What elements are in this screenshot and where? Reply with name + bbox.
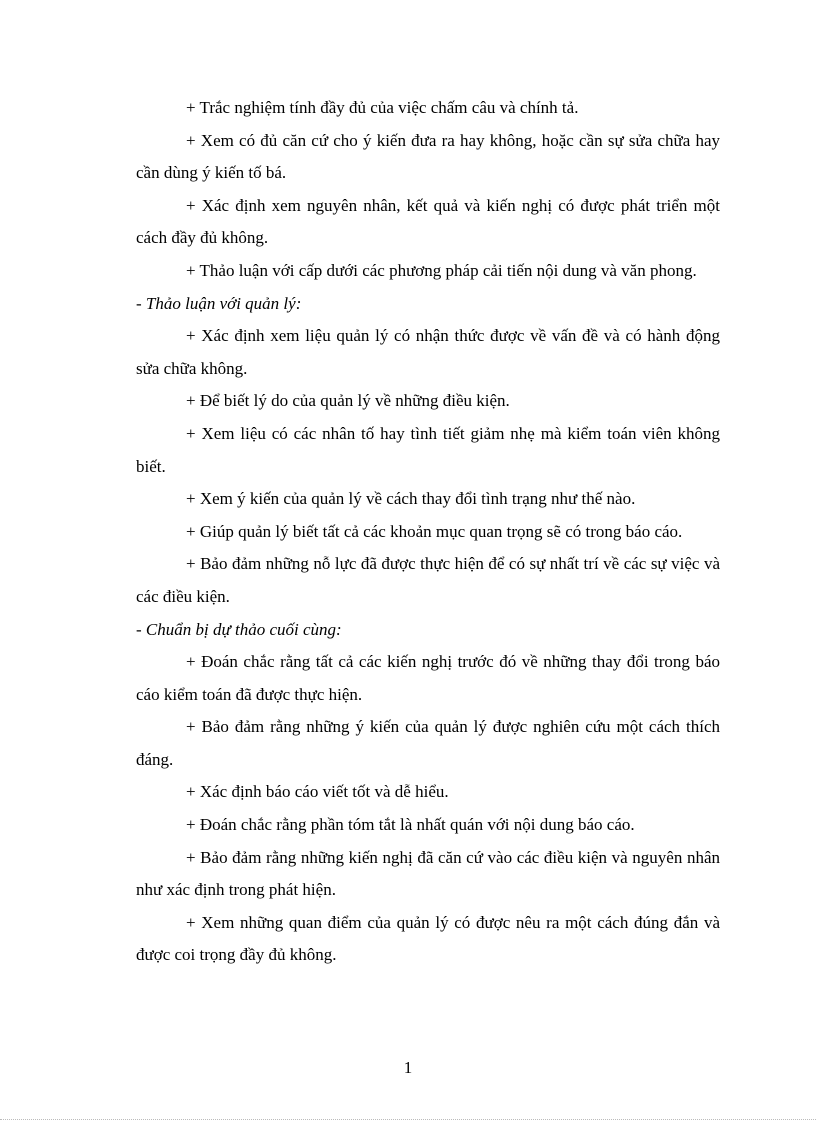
list-item: + Xác định báo cáo viết tốt và dễ hiểu. — [186, 782, 449, 802]
page-number: 1 — [403, 1058, 413, 1077]
list-item: + Bảo đảm rằng những kiến nghị đã căn cứ vào các điều kiện và nguyên nhân như xác định trong phát hiện. — [136, 847, 720, 900]
list-item: + Xem liệu có các nhân tố hay tình tiết giảm nhẹ mà kiểm toán viên không biết. — [136, 423, 720, 476]
list-item: + Xác định xem liệu quản lý có nhận thức được về vấn đề và có hành động sửa chữa không. — [136, 326, 720, 378]
list-item: + Trắc nghiệm tính đầy đủ của việc chấm câu và chính tả. — [186, 98, 579, 117]
list-item: + Đoán chắc rằng tất cả các kiến nghị trước đó về những thay đổi trong báo cáo kiểm toán đã được thực hiện. — [136, 652, 720, 704]
page-bottom-divider — [0, 1119, 816, 1120]
list-item: + Xem những quan điểm của quản lý có được nêu ra một cách đúng đắn và được coi trọng đầy đủ không. — [136, 912, 720, 965]
list-item: + Bảo đảm những nỗ lực đã được thực hiện để có sự nhất trí về các sự việc và các điều kiện. — [136, 554, 720, 606]
list-item: + Đoán chắc rằng phần tóm tắt là nhất quán với nội dung báo cáo. — [186, 815, 635, 835]
section-heading-final-draft: - Chuẩn bị dự thảo cuối cùng: — [136, 619, 342, 639]
document-body — [136, 92, 720, 972]
list-item: + Thảo luận với cấp dưới các phương pháp cải tiến nội dung và văn phong. — [186, 260, 697, 280]
list-item: + Giúp quản lý biết tất cả các khoản mục quan trọng sẽ có trong báo cáo. — [186, 521, 683, 541]
list-item: + Xác định xem nguyên nhân, kết quả và kiến nghị có được phát triển một cách đầy đủ không. — [136, 195, 720, 248]
list-item: + Xem có đủ căn cứ cho ý kiến đưa ra hay không, hoặc cần sự sửa chữa hay cần dùng ý kiến tố bá. — [136, 130, 720, 183]
list-item: + Để biết lý do của quản lý về những điều kiện. — [186, 391, 510, 411]
section-heading-discussion: - Thảo luận với quản lý: — [136, 293, 302, 313]
list-item: + Xem ý kiến của quản lý về cách thay đổi tình trạng như thế nào. — [186, 489, 636, 509]
list-item: + Bảo đảm rằng những ý kiến của quản lý được nghiên cứu một cách thích đáng. — [136, 717, 720, 769]
